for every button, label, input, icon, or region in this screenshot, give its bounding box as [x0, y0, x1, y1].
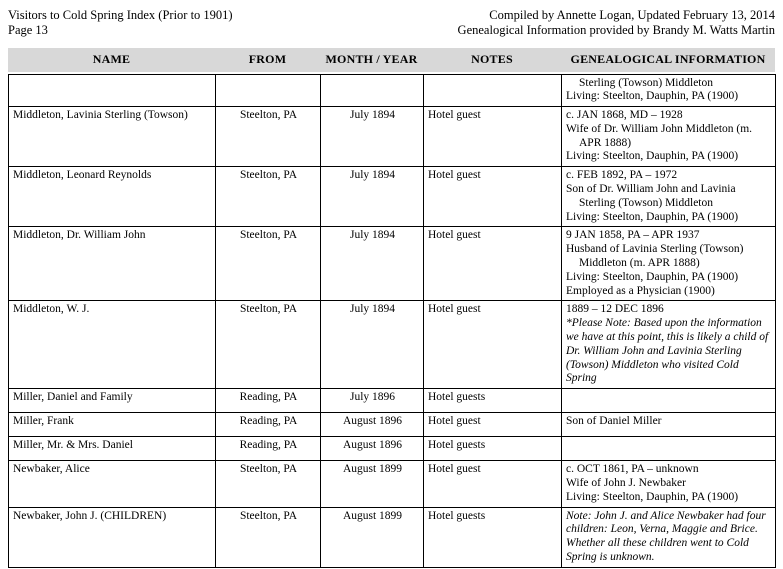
- cell-genealogical-info: [562, 107, 776, 167]
- genealogy-credit-line: Genealogical Information provided by Brandy M. Watts Martin: [457, 23, 775, 38]
- cell-month-year: July 1896: [321, 389, 424, 413]
- cell-notes: Hotel guest: [424, 167, 562, 227]
- table-row: [9, 107, 776, 167]
- cell-genealogical-info: [562, 74, 776, 107]
- table-row: [9, 227, 776, 301]
- table-column-header: [8, 48, 775, 72]
- cell-notes: Hotel guest: [424, 413, 562, 437]
- table-row: [9, 74, 776, 107]
- cell-from: Steelton, PA: [216, 461, 321, 507]
- cell-month-year: August 1896: [321, 413, 424, 437]
- gen-info-line: Middleton (m. APR 1888): [579, 257, 700, 270]
- table-row: [9, 461, 776, 507]
- table-row: [9, 437, 776, 461]
- cell-notes: Hotel guests: [424, 389, 562, 413]
- gen-info-line: Living: Steelton, Dauphin, PA (1900): [566, 490, 739, 503]
- gen-info-line: Wife of John J. Newbaker: [566, 477, 686, 490]
- table-row: [9, 413, 776, 437]
- cell-month-year: [321, 74, 424, 107]
- doc-title: Visitors to Cold Spring Index (Prior to 1901): [8, 8, 233, 22]
- cell-from: Steelton, PA: [216, 227, 321, 301]
- document-header-left: [8, 8, 233, 39]
- table-row: [9, 167, 776, 227]
- gen-info-line: Sterling (Towson) Middleton: [579, 196, 713, 209]
- gen-info-line: Son of Dr. William John and Lavinia: [566, 183, 736, 196]
- gen-info-line: *Please Note: Based upon the information we have at this point, this is likely a child of Dr. William John and Lavinia Sterling (Towson) Middleton who visited Cold Spring: [566, 317, 769, 385]
- cell-from: [216, 74, 321, 107]
- column-header-name: NAME: [92, 51, 131, 66]
- cell-notes: Hotel guests: [424, 437, 562, 461]
- document-header: [8, 8, 775, 39]
- cell-month-year: July 1894: [321, 227, 424, 301]
- cell-notes: Hotel guest: [424, 301, 562, 389]
- table-row: [9, 301, 776, 389]
- gen-info-line: Husband of Lavinia Sterling (Towson): [566, 243, 744, 256]
- cell-notes: Hotel guest: [424, 107, 562, 167]
- cell-month-year: August 1899: [321, 461, 424, 507]
- cell-month-year: July 1894: [321, 167, 424, 227]
- cell-notes: Hotel guest: [424, 461, 562, 507]
- cell-from: Reading, PA: [216, 437, 321, 461]
- cell-genealogical-info: [562, 461, 776, 507]
- cell-name: [9, 74, 216, 107]
- gen-info-line: Wife of Dr. William John Middleton (m.: [566, 122, 753, 135]
- cell-genealogical-info: [562, 507, 776, 567]
- cell-from: Steelton, PA: [216, 107, 321, 167]
- column-header-notes: NOTES: [471, 51, 513, 66]
- column-header-month-year: MONTH / YEAR: [325, 51, 418, 66]
- cell-month-year: August 1896: [321, 437, 424, 461]
- cell-genealogical-info: [562, 301, 776, 389]
- column-header-from: FROM: [248, 51, 287, 66]
- gen-info-line: c. FEB 1892, PA – 1972: [566, 169, 678, 182]
- gen-info-line: 1889 – 12 DEC 1896: [566, 303, 664, 316]
- cell-from: Reading, PA: [216, 413, 321, 437]
- visitors-table: [8, 74, 776, 568]
- table-row: [9, 389, 776, 413]
- cell-genealogical-info: [562, 167, 776, 227]
- gen-info-line: c. JAN 1868, MD – 1928: [566, 109, 683, 122]
- table-row: [9, 507, 776, 567]
- cell-name: Newbaker, Alice: [9, 461, 216, 507]
- cell-month-year: July 1894: [321, 301, 424, 389]
- gen-info-line: 9 JAN 1858, PA – APR 1937: [566, 229, 700, 242]
- cell-name: Middleton, Leonard Reynolds: [9, 167, 216, 227]
- gen-info-line: Living: Steelton, Dauphin, PA (1900): [566, 270, 739, 283]
- cell-name: Middleton, Lavinia Sterling (Towson): [9, 107, 216, 167]
- cell-name: Miller, Daniel and Family: [9, 389, 216, 413]
- cell-notes: [424, 74, 562, 107]
- gen-info-line: Living: Steelton, Dauphin, PA (1900): [566, 90, 739, 103]
- cell-name: Miller, Mr. & Mrs. Daniel: [9, 437, 216, 461]
- document-header-right: [458, 8, 775, 39]
- cell-from: Steelton, PA: [216, 301, 321, 389]
- cell-from: Steelton, PA: [216, 167, 321, 227]
- cell-genealogical-info: [562, 413, 776, 437]
- cell-from: Steelton, PA: [216, 507, 321, 567]
- gen-info-line: APR 1888): [579, 136, 632, 149]
- cell-genealogical-info: [562, 389, 776, 413]
- column-header-genealogical-information: GENEALOGICAL INFORMATION: [570, 51, 766, 66]
- cell-month-year: August 1899: [321, 507, 424, 567]
- cell-name: Miller, Frank: [9, 413, 216, 437]
- cell-name: Middleton, Dr. William John: [9, 227, 216, 301]
- cell-notes: Hotel guest: [424, 227, 562, 301]
- gen-info-line: Sterling (Towson) Middleton: [579, 76, 713, 89]
- cell-name: Middleton, W. J.: [9, 301, 216, 389]
- doc-page-number: Page 13: [8, 23, 48, 38]
- cell-month-year: July 1894: [321, 107, 424, 167]
- gen-info-line: Living: Steelton, Dauphin, PA (1900): [566, 210, 739, 223]
- cell-genealogical-info: [562, 227, 776, 301]
- cell-from: Reading, PA: [216, 389, 321, 413]
- gen-info-line: Note: John J. and Alice Newbaker had four children: Leon, Verna, Maggie and Brice. Whether all these children went to Cold Spring is unknown.: [566, 509, 766, 564]
- cell-notes: Hotel guests: [424, 507, 562, 567]
- cell-genealogical-info: [562, 437, 776, 461]
- cell-name: Newbaker, John J. (CHILDREN): [9, 507, 216, 567]
- gen-info-line: Son of Daniel Miller: [566, 415, 662, 428]
- gen-info-line: Living: Steelton, Dauphin, PA (1900): [566, 150, 739, 163]
- gen-info-line: Employed as a Physician (1900): [566, 284, 715, 297]
- compiled-by-line: Compiled by Annette Logan, Updated February 13, 2014: [489, 8, 775, 22]
- gen-info-line: c. OCT 1861, PA – unknown: [566, 463, 699, 476]
